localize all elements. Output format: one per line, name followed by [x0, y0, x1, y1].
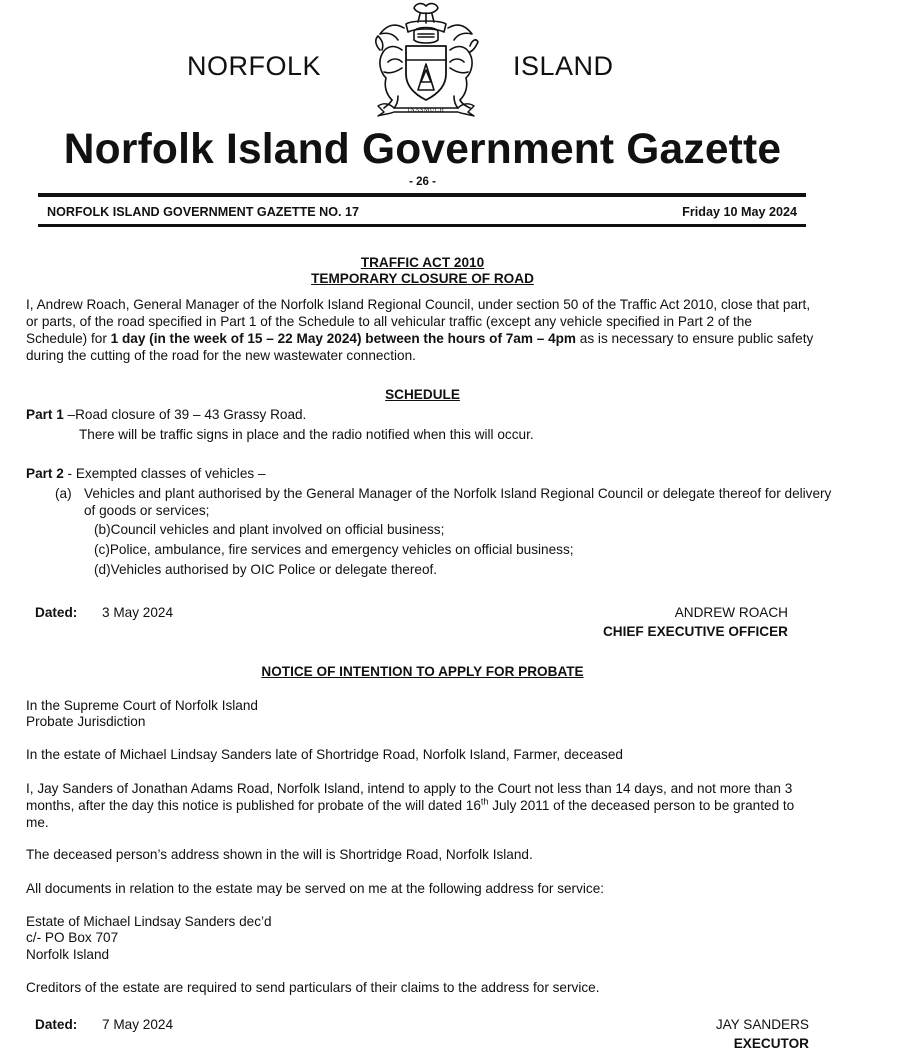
item-d-marker: (d) — [94, 562, 111, 577]
notice1-paragraph-post: as is necessary to ensure public safety during the cutting of the road for the new wastewater connection. — [26, 331, 814, 363]
crest-motto-text: INASMUCH — [407, 107, 445, 114]
part1-note: There will be traffic signs in place and the radio notified when this will occur. — [79, 427, 534, 442]
notice1-paragraph-pre: I, Andrew Roach, General Manager of the Norfolk Island Regional Council, under section 50 of the Traffic Act 2010, close that part, or parts, of the road specified in Part 1 of the Schedule to all vehicular traffic (except any vehicle specified in Part 2 of the Schedule) for — [26, 297, 811, 346]
masthead-word-left: NORFOLK — [187, 51, 322, 81]
notice2-dated-value: 7 May 2024 — [102, 1017, 174, 1032]
coat-of-arms-crest — [364, 2, 488, 118]
notice2-signatory-name: JAY SANDERS — [715, 1017, 809, 1032]
part2-line — [26, 465, 266, 482]
masthead-word-right: ISLAND — [513, 51, 614, 81]
item-d — [94, 561, 437, 578]
notice2-heading: NOTICE OF INTENTION TO APPLY FOR PROBATE — [261, 664, 584, 679]
intent-paragraph — [26, 780, 816, 831]
item-c-marker: (c) — [94, 542, 110, 557]
part2-label: Part 2 — [26, 466, 64, 481]
notice1-signatory-name: ANDREW ROACH — [674, 605, 788, 620]
item-b — [94, 521, 444, 538]
item-a-text: Vehicles and plant authorised by the General Manager of the Norfolk Island Regional Council or delegate thereof for delivery of goods or services; — [84, 486, 832, 518]
item-b-text: Council vehicles and plant involved on official business; — [110, 522, 445, 537]
service-address-line-2: c/- PO Box 707 — [26, 930, 119, 945]
notice1-dated-label: Dated: — [35, 605, 78, 620]
notice2-dated-label: Dated: — [35, 1017, 78, 1032]
intent-superscript: th — [480, 796, 489, 807]
notice1-heading-closure: TEMPORARY CLOSURE OF ROAD — [311, 271, 534, 286]
item-b-marker: (b) — [94, 522, 111, 537]
notice2-signatory-title: EXECUTOR — [733, 1036, 809, 1051]
part1-line — [26, 406, 306, 423]
part1-text: –Road closure of 39 – 43 Grassy Road. — [63, 407, 307, 422]
service-address-line-3: Norfolk Island — [26, 947, 110, 962]
estate-line: In the estate of Michael Lindsay Sanders late of Shortridge Road, Norfolk Island, Farmer, deceased — [26, 747, 623, 762]
schedule-heading: SCHEDULE — [385, 387, 460, 402]
service-line: All documents in relation to the estate may be served on me at the following address for service: — [26, 881, 605, 896]
gazette-number: NORFOLK ISLAND GOVERNMENT GAZETTE NO. 17 — [47, 205, 360, 219]
gazette-date: Friday 10 May 2024 — [682, 205, 797, 219]
notice1-paragraph-bold: 1 day (in the week of 15 – 22 May 2024) between the hours of 7am – 4pm — [110, 331, 577, 346]
part1-label: Part 1 — [26, 407, 64, 422]
header-rule-bottom — [38, 224, 806, 227]
court-line-2: Probate Jurisdiction — [26, 714, 146, 729]
item-d-text: Vehicles authorised by OIC Police or delegate thereof. — [110, 562, 438, 577]
item-c-text: Police, ambulance, fire services and emergency vehicles on official business; — [109, 542, 574, 557]
notice1-heading-act: TRAFFIC ACT 2010 — [360, 255, 485, 270]
notice1-signatory-title: CHIEF EXECUTIVE OFFICER — [602, 624, 788, 639]
intent-post: July 2011 of the deceased person to be granted to me. — [26, 798, 795, 830]
notice1-dated-value: 3 May 2024 — [102, 605, 174, 620]
item-c — [94, 541, 574, 558]
part2-text: - Exempted classes of vehicles – — [63, 466, 266, 481]
address-line: The deceased person’s address shown in the will is Shortridge Road, Norfolk Island. — [26, 847, 533, 862]
page-number: - 26 - — [409, 176, 436, 188]
item-a-marker: (a) — [55, 486, 72, 501]
gazette-title: Norfolk Island Government Gazette — [63, 126, 782, 173]
court-line-1: In the Supreme Court of Norfolk Island — [26, 698, 258, 713]
service-address-line-1: Estate of Michael Lindsay Sanders dec’d — [26, 914, 272, 929]
notice1-paragraph — [26, 296, 816, 364]
header-rule-top — [38, 193, 806, 197]
creditors-line: Creditors of the estate are required to send particulars of their claims to the address for service. — [26, 980, 600, 995]
intent-pre: I, Jay Sanders of Jonathan Adams Road, Norfolk Island, intend to apply to the Court not less than 14 days, and not more than 3 months, after the day this notice is published for probate of the will dated 16 — [26, 781, 793, 813]
